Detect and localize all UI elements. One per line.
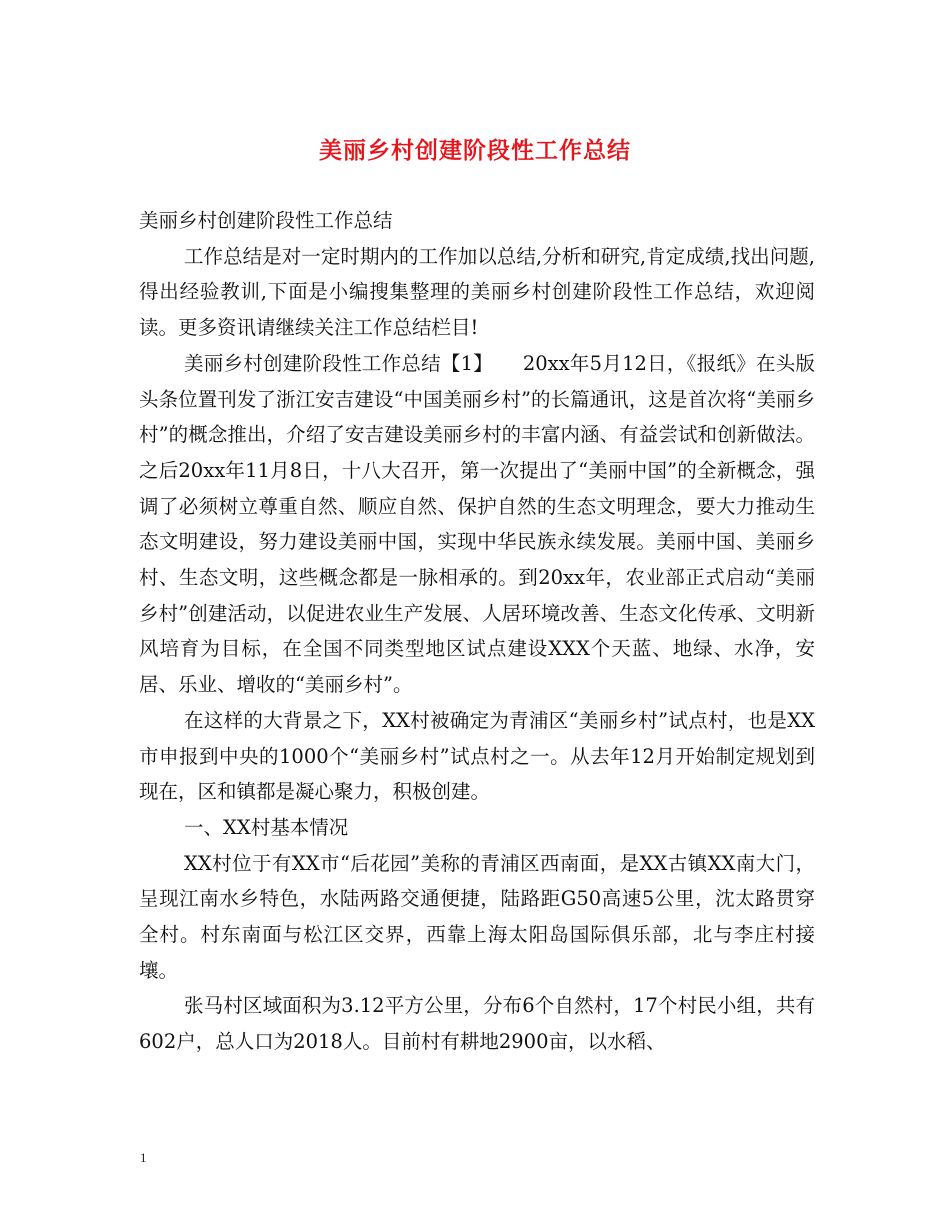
document-title: 美丽乡村创建阶段性工作总结	[319, 138, 631, 164]
section-heading: 一、XX村基本情况	[184, 815, 349, 839]
pilot-village-paragraph: 在这样的大背景之下，XX村被确定为青浦区“美丽乡村”试点村，也是XX市申报到中央的1000个“美丽乡村”试点村之一。从去年12月开始制定规划到现在，区和镇都是凝心聚力，积极创建。	[139, 708, 815, 804]
document-body	[139, 203, 815, 1060]
statistics-paragraph: 张马村区域面积为3.12平方公里，分布6个自然村，17个村民小组，共有602户，总人口为2018人。目前村有耕地2900亩，以水稻、	[139, 994, 815, 1054]
subtitle-paragraph: 美丽乡村创建阶段性工作总结	[139, 209, 393, 232]
background-paragraph: 美丽乡村创建阶段性工作总结【1】 20xx年5月12日，《报纸》在头版头条位置刊发了浙江安吉建设“中国美丽乡村”的长篇通讯，这是首次将“美丽乡村”的概念推出，介绍了安吉建设美丽乡村的丰富内涵、有益尝试和创新做法。之后20xx年11月8日，十八大召开，第一次提出了“美丽中国”的全新概念，强调了必须树立尊重自然、顺应自然、保护自然的生态文明理念，要大力推动生态文明建设，努力建设美丽中国，实现中华民族永续发展。美丽中国、美丽乡村、生态文明，这些概念都是一脉相承的。到20xx年，农业部正式启动“美丽乡村”创建活动，以促进农业生产发展、人居环境改善、生态文化传承、文明新风培育为目标，在全国不同类型地区试点建设XXX个天蓝、地绿、水净，安居、乐业、增收的“美丽乡村”。	[139, 351, 815, 697]
location-paragraph: XX村位于有XX市“后花园”美称的青浦区西南面，是XX古镇XX南大门，呈现江南水乡特色，水陆两路交通便捷，陆路距G50高速5公里，沈太路贯穿全村。村东南面与松江区交界，西靠上海太阳岛国际俱乐部，北与李庄村接壤。	[139, 851, 815, 982]
page-number: 1	[140, 1150, 147, 1165]
intro-paragraph: 工作总结是对一定时期内的工作加以总结,分析和研究,肯定成绩,找出问题,得出经验教训,下面是小编搜集整理的美丽乡村创建阶段性工作总结，欢迎阅读。更多资讯请继续关注工作总结栏目!	[139, 244, 815, 340]
